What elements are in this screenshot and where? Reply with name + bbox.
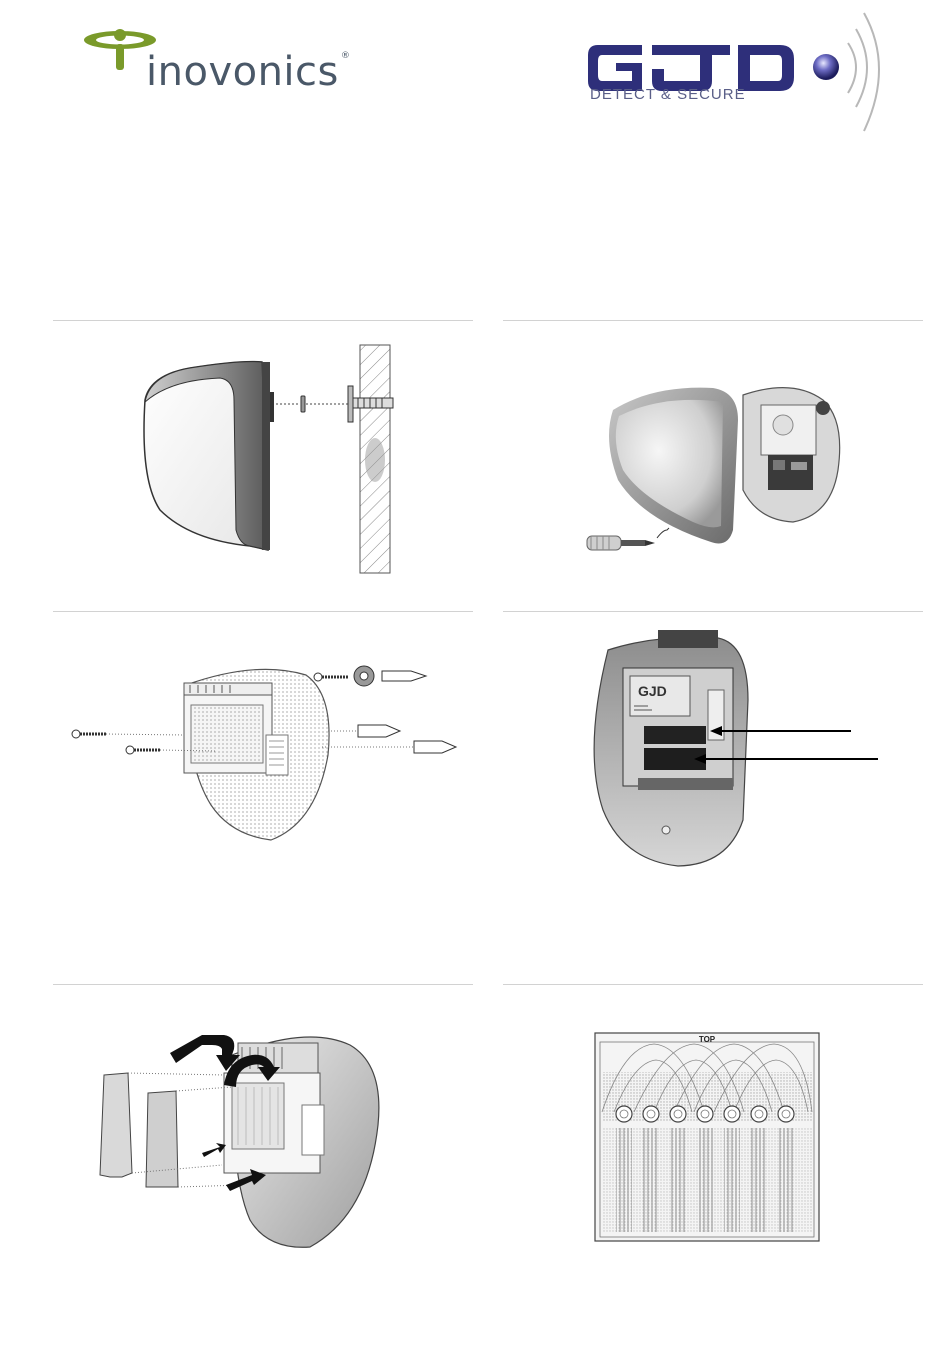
divider-row2-right: [503, 611, 923, 612]
figure-lens-mask: [594, 1032, 820, 1242]
detector-open-with-screwdriver-photo-icon: [583, 380, 865, 560]
divider-row3-right: [503, 984, 923, 985]
divider-row3-left: [53, 984, 473, 985]
board-label: GJD: [638, 683, 667, 699]
gjd-tagline: DETECT & SECURE: [590, 86, 746, 103]
lens-mask-top-label: TOP: [698, 1035, 716, 1044]
divider-row1-right: [503, 320, 923, 321]
divider-row1-left: [53, 320, 473, 321]
inovonics-wordmark: inovonics ®: [146, 49, 351, 95]
figure-opened-detector: [583, 380, 865, 560]
detector-wall-mount-drawing-icon: [130, 340, 400, 575]
figure-internal-board: [578, 630, 883, 870]
lens-mask-pattern-icon: [594, 1032, 820, 1242]
figure-curtain-lens: [92, 1015, 392, 1260]
gjd-logo-mark-icon: [580, 5, 890, 135]
gjd-logo: [0, 0, 950, 140]
internal-board-arrows-photo-icon: [578, 630, 883, 870]
divider-row2-left: [53, 611, 473, 612]
lens-insertion-drawing-icon: [92, 1015, 392, 1260]
exploded-base-screws-drawing-icon: [66, 655, 466, 850]
figure-wall-mount: [130, 340, 400, 575]
figure-base-screws: [66, 655, 466, 850]
